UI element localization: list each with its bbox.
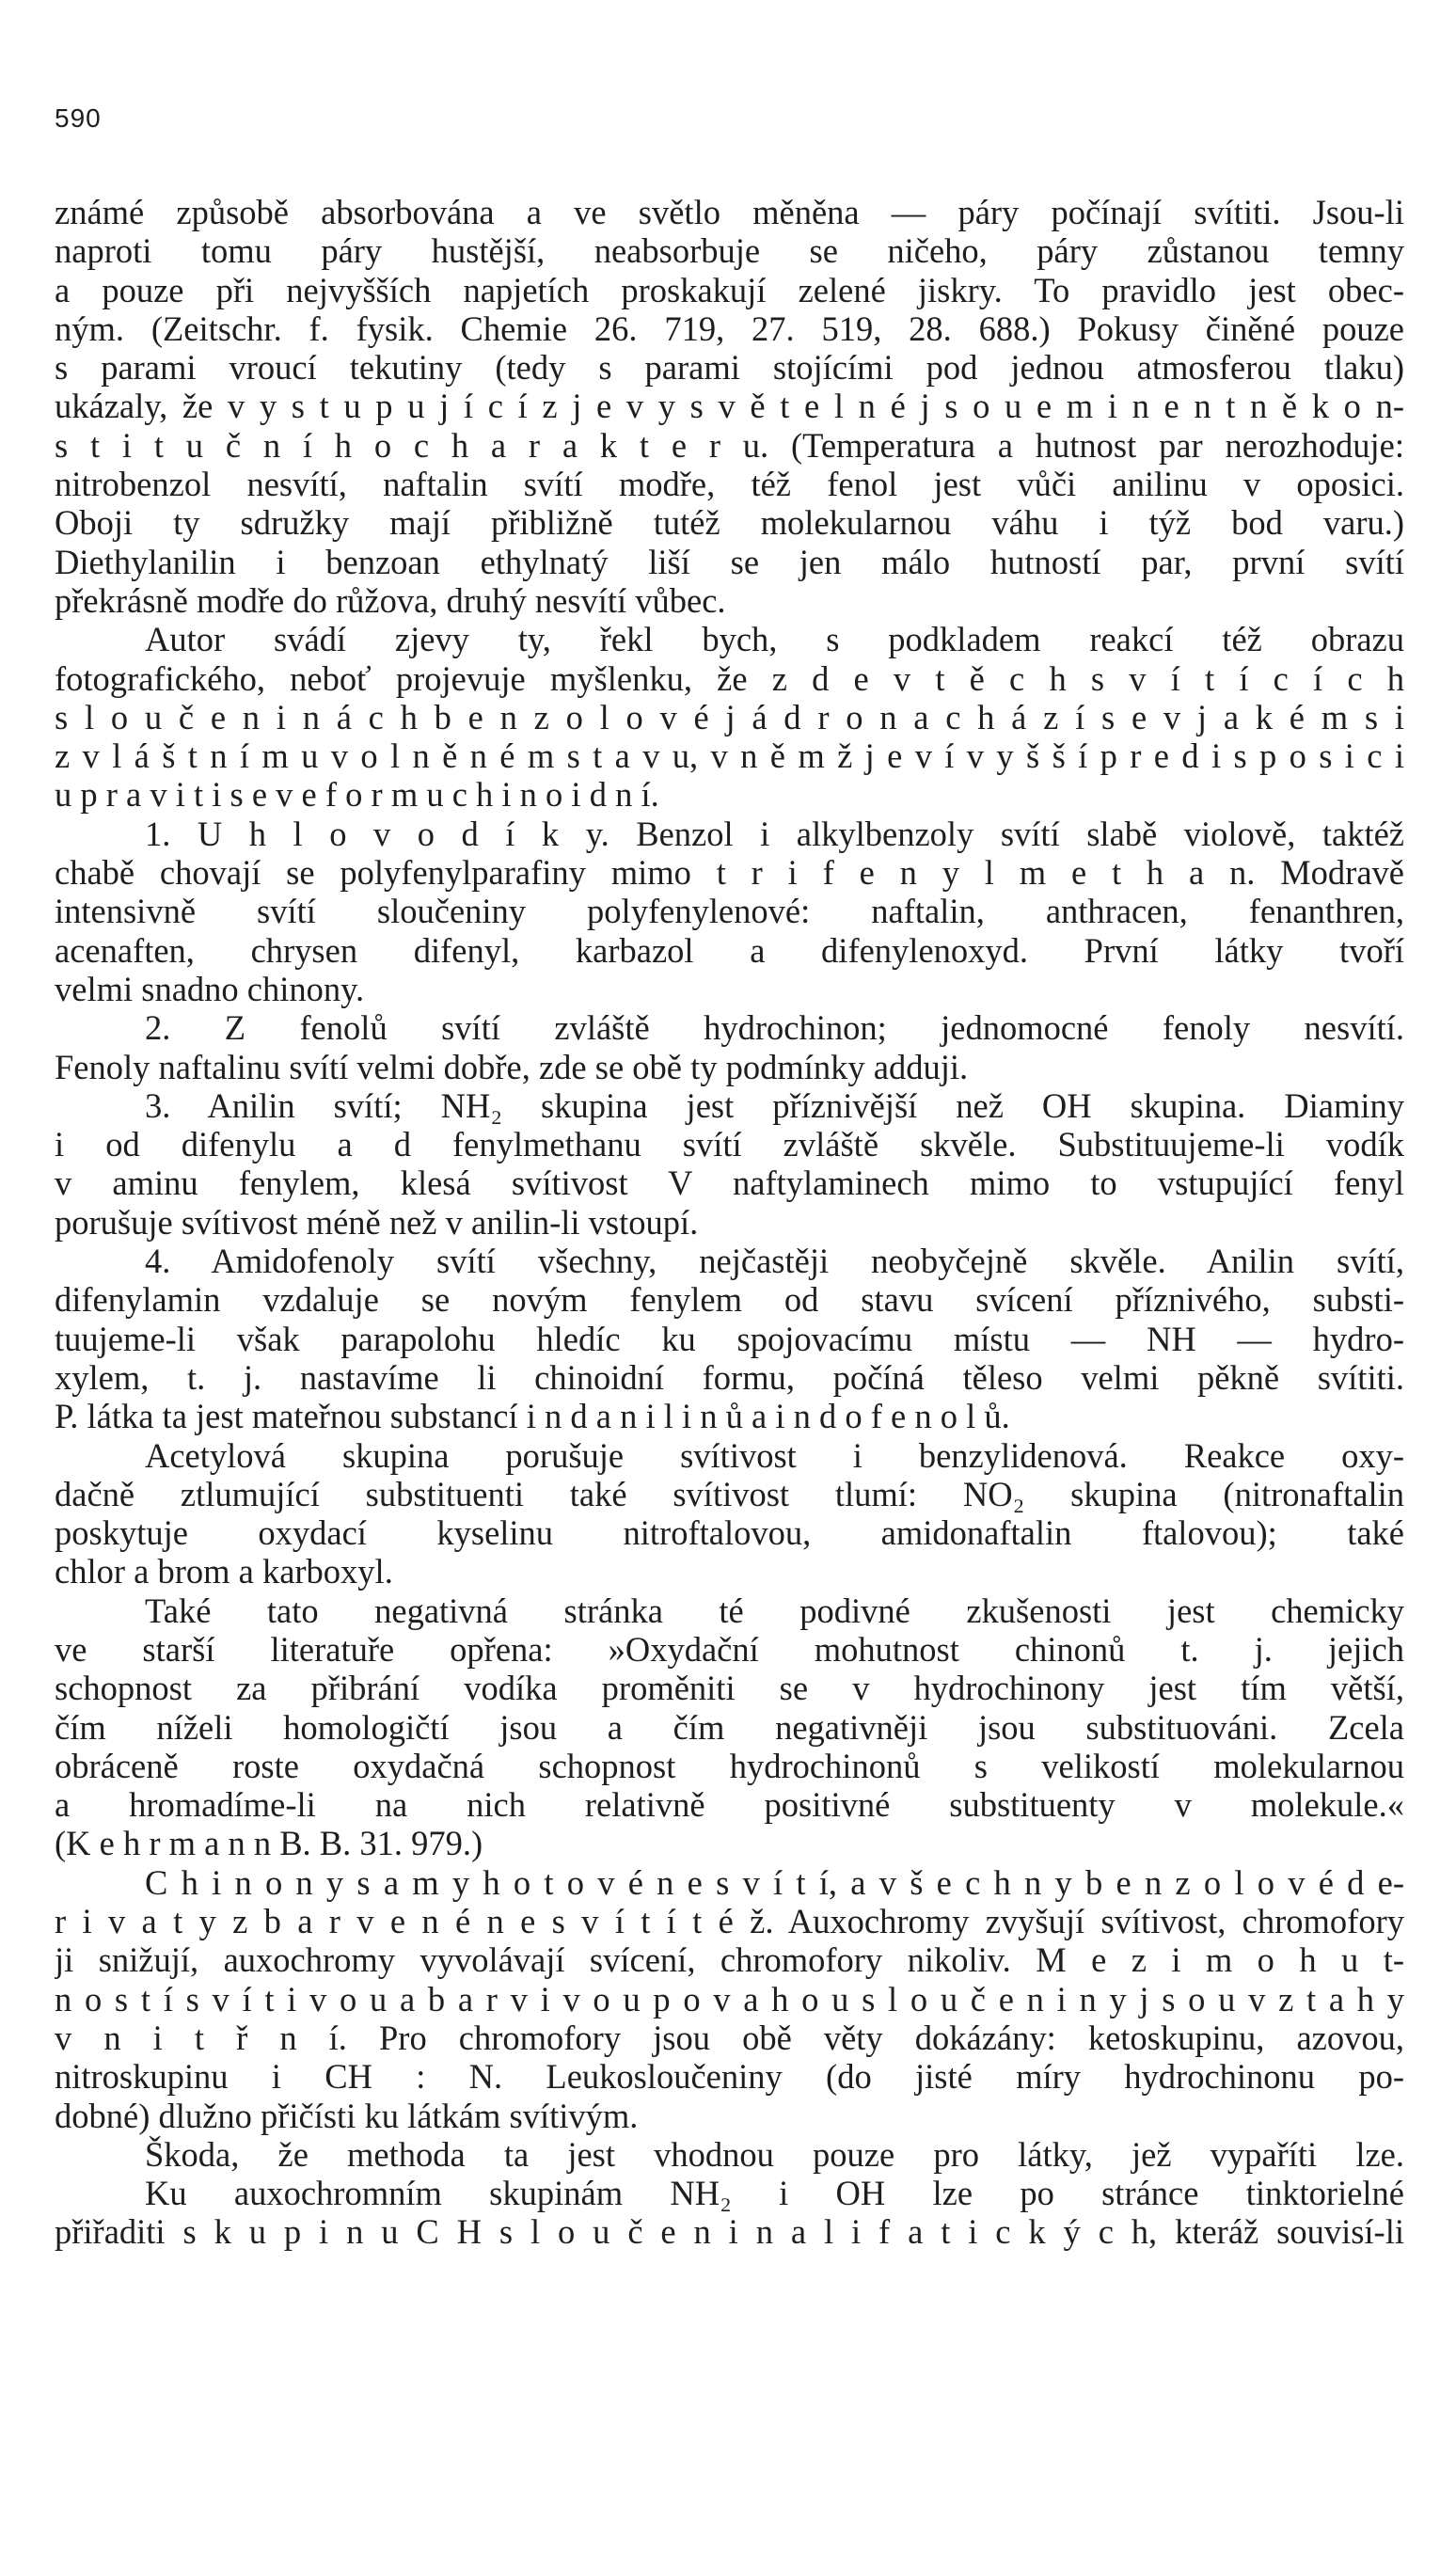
text-line: naproti tomu páry hustější, neabsorbuje se ničeho, páry zůstanou temny — [55, 231, 1404, 271]
page-number: 590 — [55, 103, 102, 133]
text-line: s parami vroucí tekutiny (tedy s parami stojícími pod jednou atmosferou tlaku) — [55, 348, 1404, 388]
text-line: u p r a v i t i s e v e f o r m u c h i n o i d n í. — [55, 775, 659, 815]
text-line: 2. Z fenolů svítí zvláště hydrochinon; jednomocné fenoly nesvítí. — [145, 1008, 1404, 1048]
text-line: s l o u č e n i n á c h b e n z o l o v é j á d r o n a c h á z í s e v j a k é m s i — [55, 697, 1404, 736]
text-line: Fenoly naftalinu svítí velmi dobře, zde se obě ty podmínky adduji. — [55, 1047, 969, 1086]
text-line: v aminu fenylem, klesá svítivost V naftylaminech mimo to vstupující fenyl — [55, 1164, 1404, 1203]
text-line: Oboji ty sdružky mají přibližně tutéž molekularnou váhu i týž bod varu.) — [55, 503, 1404, 543]
text-line: a hromadíme-li na nich relativně positivné substituenty v molekule.« — [55, 1785, 1404, 1825]
text-line: porušuje svítivost méně než v anilin-li vstoupí. — [55, 1202, 699, 1242]
text-line: známé způsobě absorbována a ve světlo měněna — páry počínají svítiti. Jsou-li — [55, 193, 1404, 231]
text-line: ve starší literatuře opřena: »Oxydační mohutnost chinonů t. j. jejich — [55, 1629, 1404, 1669]
text-line: a pouze při nejvyšších napjetích proskakují zelené jiskry. To pravidlo jest obec- — [55, 270, 1404, 309]
text-line: P. látka ta jest mateřnou substancí i n d a n i l i n ů a i n d o f e n o l ů. — [55, 1397, 1010, 1436]
text-line: ji snižují, auxochromy vyvolávají svícení, chromofory nikoliv. M e z i m o h u t- — [55, 1940, 1404, 1980]
text-line: obráceně roste oxydačná schopnost hydrochinonů s velikostí molekularnou — [55, 1746, 1404, 1785]
text-line: dobné) dlužno přičísti ku látkám svítivým. — [55, 2096, 639, 2135]
text-line: čím níželi homologičtí jsou a čím negativněji jsou substituováni. Zcela — [55, 1707, 1404, 1747]
text-line: tuujeme-li však parapolohu hledíc ku spojovacímu místu — NH — hydro- — [55, 1319, 1404, 1358]
text-line: překrásně modře do růžova, druhý nesvítí vůbec. — [55, 580, 726, 620]
text-line: n o s t í s v í t i v o u a b a r v i v o u p o v a h o u s l o u č e n i n y j s o u v z t a h y — [55, 1979, 1404, 2019]
text-line: chlor a brom a karboxyl. — [55, 1552, 393, 1591]
text-line: Ku auxochromním skupinám NH₂ i OH lze po stránce tinktorielné — [145, 2174, 1404, 2213]
text-line: s t i t u č n í h o c h a r a k t e r u. (Temperatura a hutnost par nerozhoduje: — [55, 425, 1404, 465]
text-line: 4. Amidofenoly svítí všechny, nejčastěji neobyčejně skvěle. Anilin svítí, — [145, 1242, 1404, 1281]
text-line: (K e h r m a n n B. B. 31. 979.) — [55, 1824, 483, 1863]
text-line: přiřaditi s k u p i n u C H s l o u č e n i n a l i f a t i c k ý c h, kteráž souvisí-li — [55, 2212, 1404, 2252]
text-line: nitrobenzol nesvítí, naftalin svítí modře, též fenol jest vůči anilinu v oposici. — [55, 465, 1404, 504]
text-line: xylem, t. j. nastavíme li chinoidní formu, počíná těleso velmi pěkně svítiti. — [55, 1357, 1404, 1397]
text-line: acenaften, chrysen difenyl, karbazol a difenylenoxyd. První látky tvoří — [55, 930, 1404, 970]
text-line: C h i n o n y s a m y h o t o v é n e s v í t í, a v š e c h n y b e n z o l o v é d e- — [145, 1862, 1404, 1902]
text-line: i od difenylu a d fenylmethanu svítí zvláště skvěle. Substituujeme-li vodík — [55, 1125, 1404, 1164]
text-line: Také tato negativná stránka té podivné zkušenosti jest chemicky — [145, 1591, 1404, 1630]
text-line: difenylamin vzdaluje se novým fenylem od stavu svícení příznivého, substi- — [55, 1280, 1404, 1320]
text-line: r i v a t y z b a r v e n é n e s v í t í t é ž. Auxochromy zvyšují svítivost, chromofory — [55, 1902, 1404, 1941]
text-line: 1. U h l o v o d í k y. Benzol i alkylbenzoly svítí slabě violově, taktéž — [145, 814, 1404, 853]
text-line: nitroskupinu i CH : N. Leukosloučeniny (do jisté míry hydrochinonu po- — [55, 2057, 1404, 2097]
text-line: Acetylová skupina porušuje svítivost i benzylidenová. Reakce oxy- — [145, 1435, 1404, 1475]
text-line: Škoda, že methoda ta jest vhodnou pouze pro látky, jež vypaříti lze. — [145, 2134, 1404, 2174]
text-line: 3. Anilin svítí; NH₂ skupina jest příznivější než OH skupina. Diaminy — [145, 1085, 1404, 1125]
text-line: v n i t ř n í. Pro chromofory jsou obě věty dokázány: ketoskupinu, azovou, — [55, 2018, 1404, 2057]
text-line: Diethylanilin i benzoan ethylnatý liší se jen málo hutností par, první svítí — [55, 542, 1404, 581]
text-line: Autor svádí zjevy ty, řekl bych, s podkladem reakcí též obrazu — [145, 620, 1404, 659]
body-text — [55, 193, 1404, 2252]
text-line: dačně ztlumující substituenti také svítivost tlumí: NO₂ skupina (nitronaftalin — [55, 1474, 1404, 1513]
text-line: ným. (Zeitschr. f. fysik. Chemie 26. 719, 27. 519, 28. 688.) Pokusy činěné pouze — [55, 309, 1404, 348]
text-line: z v l á š t n í m u v o l n ě n é m s t a v u, v n ě m ž j e v í v y š š í p r e d i s p o s i c i — [55, 736, 1404, 776]
text-line: fotografického, neboť projevuje myšlenku, že z d e v t ě c h s v í t í c í c h — [55, 658, 1404, 698]
text-line: schopnost za přibrání vodíka proměniti se v hydrochinony jest tím větší, — [55, 1669, 1404, 1708]
text-line: ukázaly, že v y s t u p u j í c í z j e v y s v ě t e l n é j s o u e m i n e n t n ě k o n- — [55, 387, 1404, 426]
text-line: velmi snadno chinony. — [55, 969, 365, 1008]
text-line: poskytuje oxydací kyselinu nitroftalovou, amidonaftalin ftalovou); také — [55, 1513, 1404, 1553]
text-line: intensivně svítí sloučeniny polyfenylenové: naftalin, anthracen, fenanthren, — [55, 892, 1404, 931]
text-line: chabě chovají se polyfenylparafiny mimo t r i f e n y l m e t h a n. Modravě — [55, 853, 1404, 893]
